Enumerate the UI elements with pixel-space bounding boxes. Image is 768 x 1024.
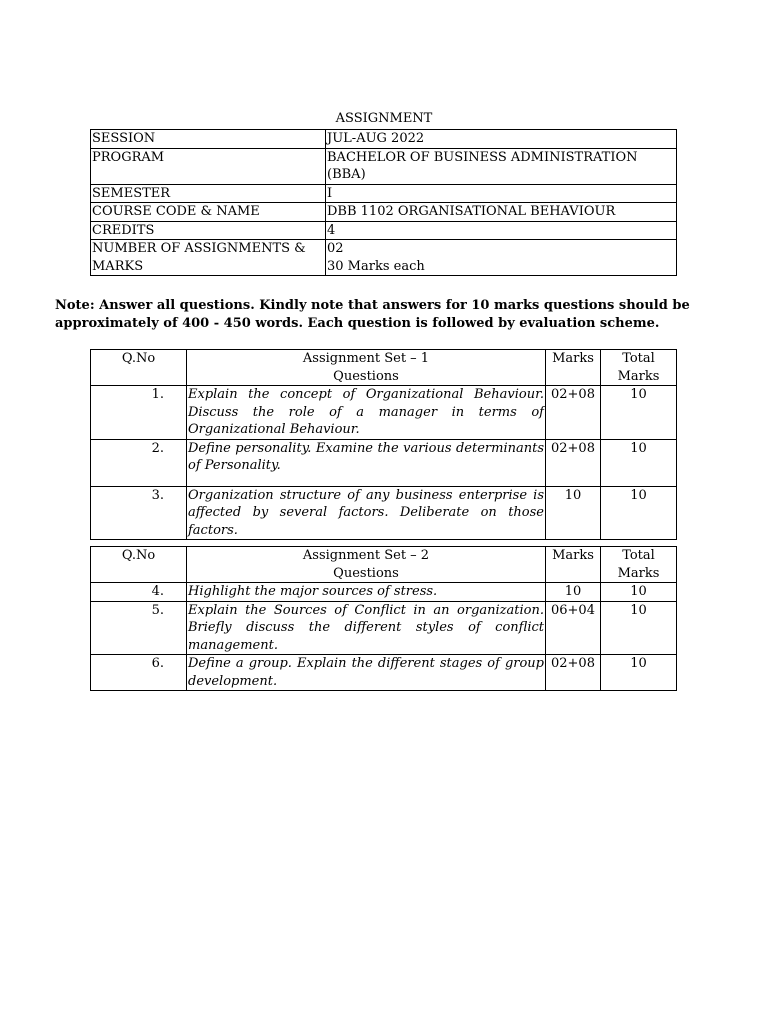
set-header (187, 350, 546, 386)
question-number: 6. (91, 655, 187, 691)
info-label: NUMBER OF ASSIGNMENTS & MARKS (91, 240, 326, 276)
assignment-set-1-table (90, 349, 677, 540)
assignment-set-2-table (90, 546, 677, 691)
total-header-line: Marks (617, 368, 660, 384)
info-row-assignments (91, 240, 677, 276)
marks-header: Marks (546, 350, 601, 386)
info-label: PROGRAM (91, 148, 326, 184)
instructions-note: Note: Answer all questions. Kindly note that answers for 10 marks questions should be approximately of 400 - 450 words. Each question is followed by evaluation scheme. (55, 298, 690, 331)
marks-cell: 02+08 (546, 655, 601, 691)
total-cell: 10 (601, 486, 677, 540)
question-number: 4. (91, 583, 187, 602)
info-value-line: 02 (327, 241, 344, 256)
info-label: SEMESTER (91, 184, 326, 203)
question-text: Highlight the major sources of stress. (187, 583, 546, 602)
table-row (91, 583, 677, 602)
set-header (187, 547, 546, 583)
total-cell: 10 (601, 601, 677, 655)
question-text: Explain the Sources of Conflict in an organization. Briefly discuss the different styles of conflict management. (188, 602, 544, 653)
info-value: JUL-AUG 2022 (326, 130, 677, 149)
table-row (91, 601, 677, 655)
marks-cell: 02+08 (546, 386, 601, 440)
info-value: BACHELOR OF BUSINESS ADMINISTRATION (BBA) (326, 148, 677, 184)
marks-header: Marks (546, 547, 601, 583)
info-row-course (91, 203, 677, 222)
marks-cell: 02+08 (546, 439, 601, 486)
info-row-credits (91, 221, 677, 240)
info-label: CREDITS (91, 221, 326, 240)
course-info-table (90, 129, 677, 276)
set-header-title: Assignment Set – 1 (302, 351, 430, 366)
total-cell: 10 (601, 655, 677, 691)
set-header-subtitle: Questions (333, 368, 399, 384)
table-row (91, 486, 677, 540)
question-text: Explain the concept of Organizational Behaviour. Discuss the role of a manager in terms of Organizational Behaviour. (188, 387, 544, 437)
total-marks-header (601, 547, 677, 583)
table-row (91, 386, 677, 440)
total-header-line: Total (622, 548, 655, 563)
question-number: 2. (91, 439, 187, 486)
info-value: I (326, 184, 677, 203)
question-text: Define personality. Examine the various determinants of Personality. (187, 439, 546, 486)
marks-cell: 06+04 (546, 601, 601, 655)
set-header-subtitle: Questions (333, 565, 399, 581)
total-header-line: Total (622, 351, 655, 366)
total-cell: 10 (601, 439, 677, 486)
total-marks-header (601, 350, 677, 386)
table-row (91, 439, 677, 486)
info-value-line: 30 Marks each (327, 258, 425, 274)
info-value (326, 240, 677, 276)
info-value: 4 (326, 221, 677, 240)
total-header-line: Marks (617, 565, 660, 581)
total-cell: 10 (601, 583, 677, 602)
info-row-program (91, 148, 677, 184)
qno-header: Q.No (91, 547, 187, 583)
total-cell: 10 (601, 386, 677, 440)
table-row (91, 655, 677, 691)
table-header-row (91, 350, 677, 386)
question-number: 5. (91, 601, 187, 655)
question-text: Organization structure of any business enterprise is affected by several factors. Deliberate on those factors. (188, 487, 544, 538)
question-number: 1. (91, 386, 187, 440)
question-number: 3. (91, 486, 187, 540)
question-text: Define a group. Explain the different stages of group development. (188, 656, 544, 689)
qno-header: Q.No (91, 350, 187, 386)
info-row-semester (91, 184, 677, 203)
info-label: COURSE CODE & NAME (91, 203, 326, 222)
info-value: DBB 1102 ORGANISATIONAL BEHAVIOUR (326, 203, 677, 222)
info-row-session (91, 130, 677, 149)
marks-cell: 10 (546, 583, 601, 602)
page-title: ASSIGNMENT (335, 111, 433, 126)
set-header-title: Assignment Set – 2 (302, 548, 430, 563)
info-label: SESSION (91, 130, 326, 149)
marks-cell: 10 (546, 486, 601, 540)
table-header-row (91, 547, 677, 583)
